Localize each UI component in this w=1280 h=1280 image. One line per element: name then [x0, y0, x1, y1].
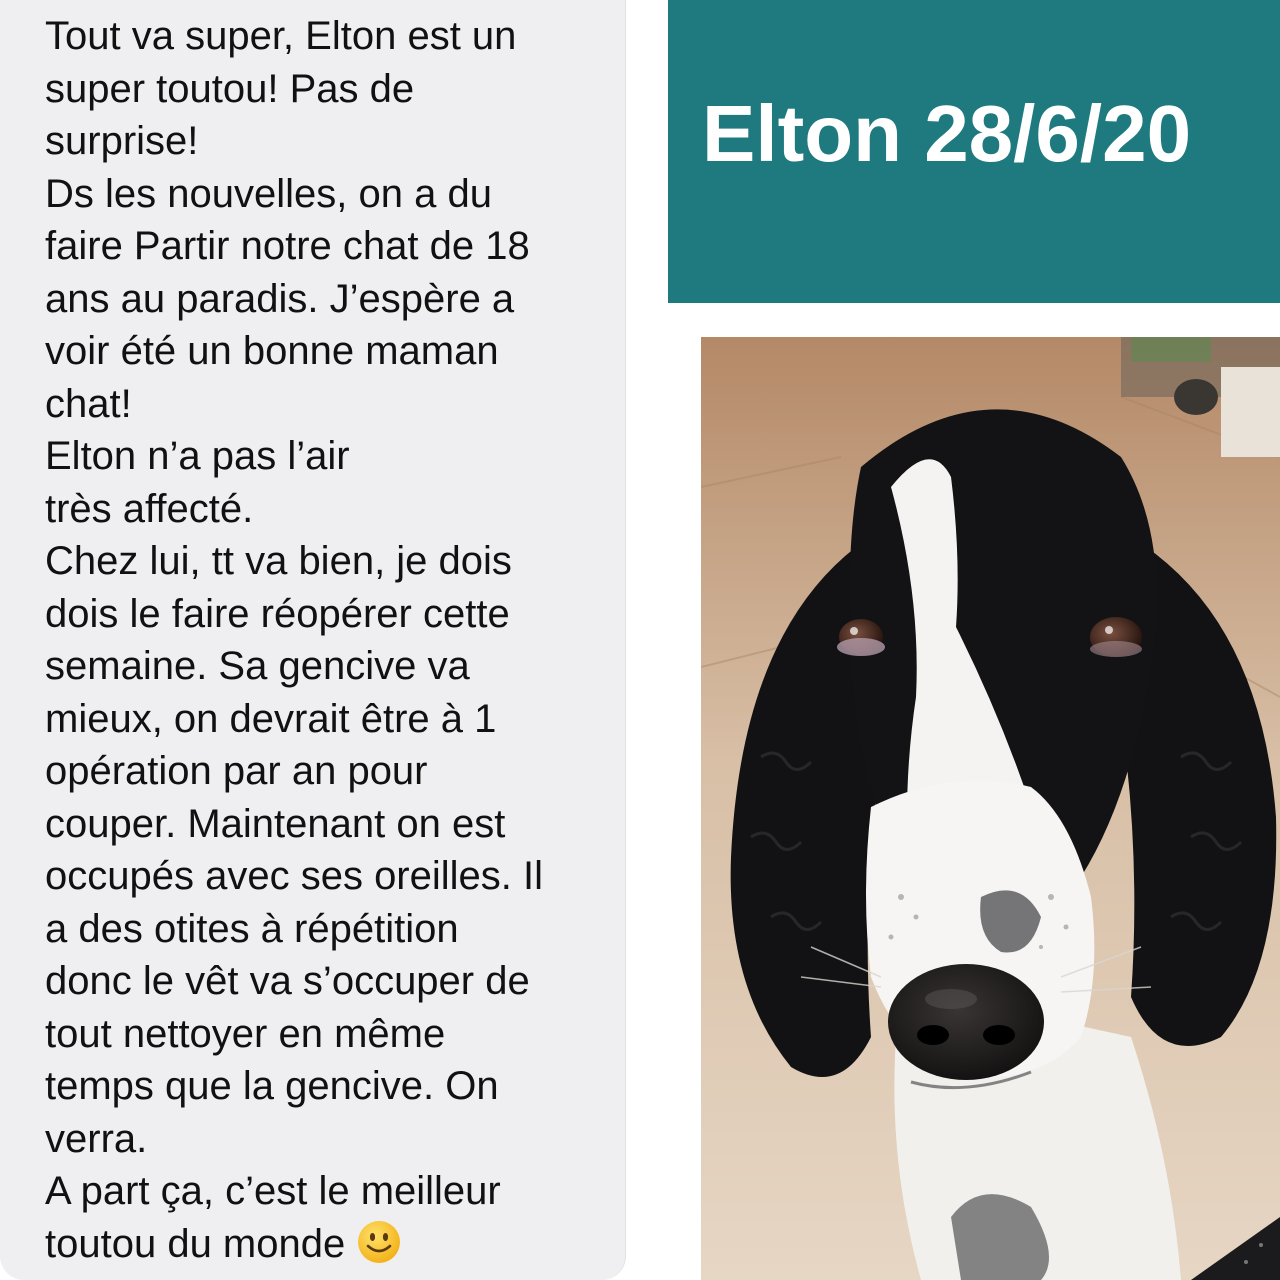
- dog-photo-illustration: [701, 337, 1280, 1280]
- message-line: très affecté.: [45, 486, 254, 531]
- message-bubble: [0, 0, 626, 1280]
- dog-photo: [701, 337, 1280, 1280]
- message-line: Chez lui, tt va bien, je dois: [45, 539, 512, 583]
- message-line: donc le vêt va s’occuper de: [45, 959, 530, 1003]
- message-text: [45, 10, 615, 1270]
- message-line: tout nettoyer en même: [45, 1011, 446, 1056]
- message-line: couper. Maintenant on est: [45, 801, 506, 846]
- banner-title: Elton 28/6/20: [702, 89, 1192, 178]
- message-line: voir été un bonne maman: [45, 329, 499, 373]
- message-line: surprise!: [45, 119, 199, 163]
- message-line: ans au paradis. J’espère a: [45, 276, 515, 321]
- message-line: verra.: [45, 1116, 148, 1161]
- message-line: opération par an pour: [45, 749, 428, 793]
- divider-gap: [626, 0, 668, 1280]
- message-line: temps que la gencive. On: [45, 1064, 499, 1108]
- message-line: Elton n’a pas l’air: [45, 434, 350, 478]
- message-line: dois le faire réopérer cette: [45, 591, 510, 636]
- message-line: faire Partir notre chat de 18: [45, 224, 530, 268]
- message-last-line: [45, 1218, 615, 1271]
- message-line: toutou du monde: [45, 1221, 346, 1266]
- message-line: chat!: [45, 381, 132, 426]
- message-line: semaine. Sa gencive va: [45, 644, 470, 688]
- smiley-face-emoji-icon: [357, 1220, 401, 1264]
- message-line: A part ça, c’est le meilleur: [45, 1169, 501, 1213]
- message-line: super toutou! Pas de: [45, 66, 415, 111]
- message-line: a des otites à répétition: [45, 906, 459, 951]
- message-line: Ds les nouvelles, on a du: [45, 171, 492, 216]
- title-banner: [668, 0, 1280, 303]
- message-line: mieux, on devrait être à 1: [45, 696, 497, 741]
- message-line: Tout va super, Elton est un: [45, 14, 517, 58]
- message-line: occupés avec ses oreilles. Il: [45, 854, 544, 898]
